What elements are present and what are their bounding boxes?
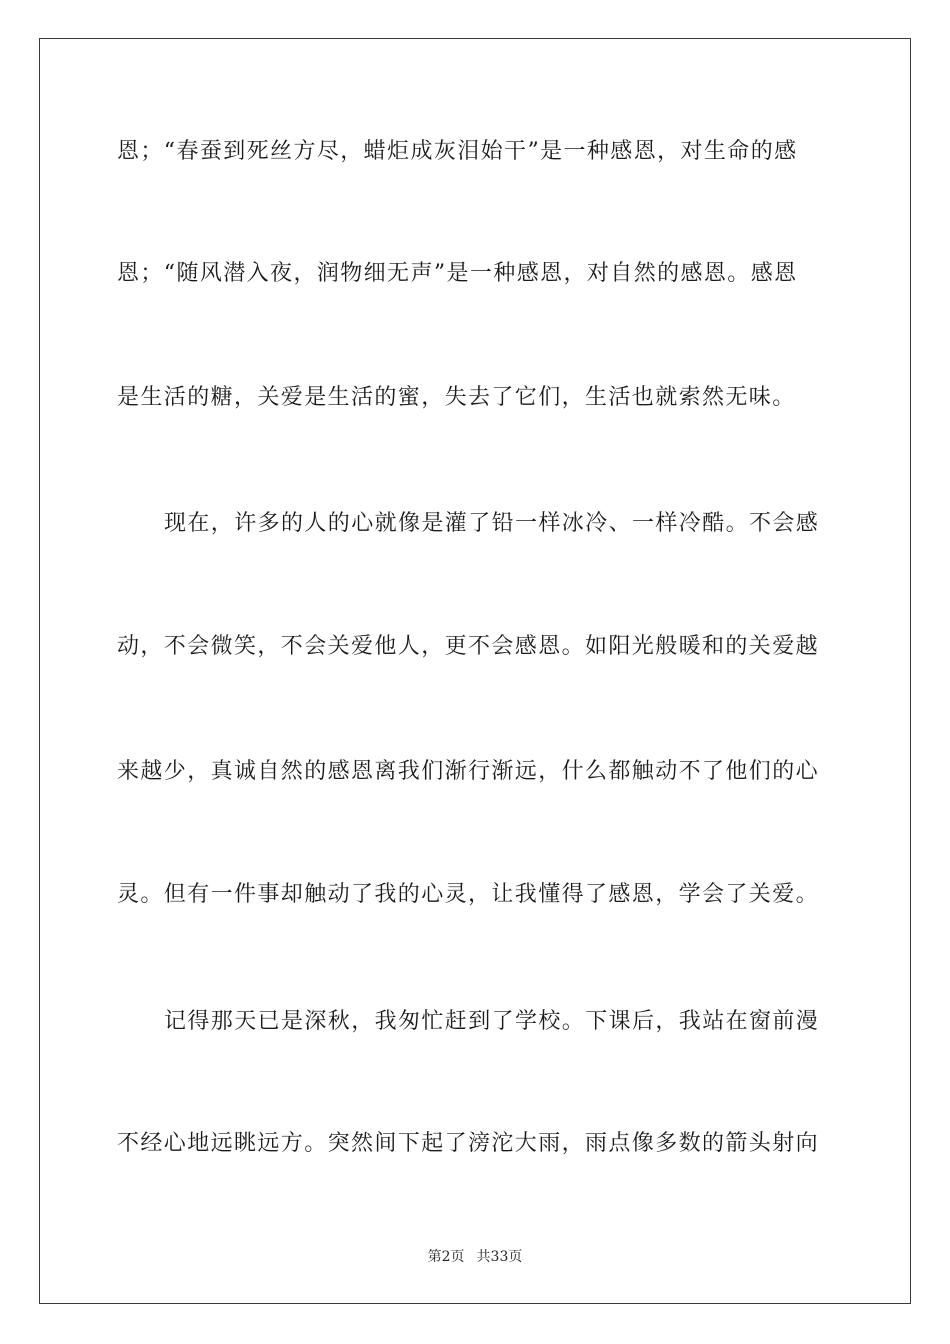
page-total: 共33页 [476, 1249, 523, 1265]
paragraph-line-9: 不经心地远眺远方。突然间下起了滂沱大雨，雨点像多数的箭头射向 [117, 1131, 820, 1156]
page-number: 第2页 [427, 1249, 465, 1265]
paragraph-line-2: 恩；“随风潜入夜，润物细无声”是一种感恩，对自然的感恩。感恩 [117, 261, 798, 286]
paragraph-line-1: 恩；“春蚕到死丝方尽，蜡炬成灰泪始干”是一种感恩，对生命的感 [117, 139, 798, 164]
paragraph-line-6: 来越少，真诚自然的感恩离我们渐行渐远，什么都触动不了他们的心 [117, 759, 820, 784]
paragraph-line-3: 是生活的糖，关爱是生活的蜜，失去了它们，生活也就索然无味。 [117, 385, 796, 410]
paragraph-line-5: 动，不会微笑，不会关爱他人，更不会感恩。如阳光般暖和的关爱越 [117, 634, 820, 659]
paragraph-line-4: 现在，许多的人的心就像是灌了铅一样冰冷、一样冷酷。不会感 [164, 511, 820, 536]
paragraph-line-8: 记得那天已是深秋，我匆忙赶到了学校。下课后，我站在窗前漫 [164, 1009, 820, 1034]
page-footer [0, 1247, 950, 1267]
page-border [39, 38, 911, 1304]
paragraph-line-7: 灵。但有一件事却触动了我的心灵，让我懂得了感恩，学会了关爱。 [117, 882, 820, 907]
